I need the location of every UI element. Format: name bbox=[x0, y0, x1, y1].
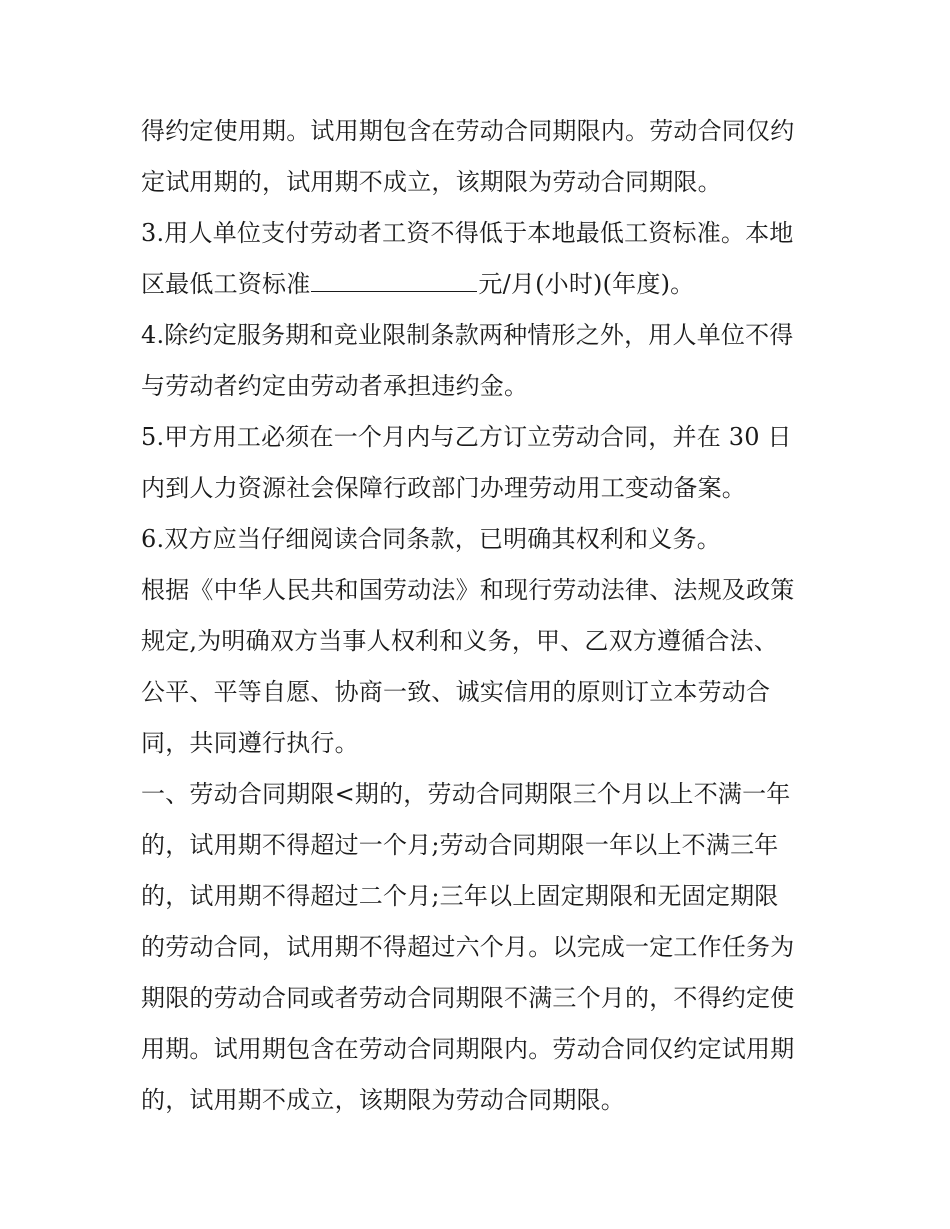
wage-standard-label: 区最低工资标准 bbox=[141, 270, 311, 298]
wage-standard-unit: 元/月(小时)(年度)。 bbox=[478, 270, 695, 298]
text-line: 规定,为明确双方当事人权利和义务，甲、乙双方遵循合法、 bbox=[141, 627, 779, 655]
text-line: 的，试用期不得超过二个月;三年以上固定期限和无固定期限 bbox=[141, 882, 779, 910]
text-line: 5.甲方用工必须在一个月内与乙方订立劳动合同，并在 30 日 bbox=[141, 423, 792, 451]
text-line: 的，试用期不成立，该期限为劳动合同期限。 bbox=[141, 1086, 625, 1114]
text-line: 用期。试用期包含在劳动合同期限内。劳动合同仅约定试用期 bbox=[141, 1035, 795, 1063]
text-line: 定试用期的，试用期不成立，该期限为劳动合同期限。 bbox=[141, 168, 722, 196]
text-line: 与劳动者约定由劳动者承担违约金。 bbox=[141, 372, 529, 400]
text-line: 一、劳动合同期限<期的，劳动合同期限三个月以上不满一年 bbox=[141, 780, 791, 808]
text-line: 同，共同遵行执行。 bbox=[141, 729, 359, 757]
document-body bbox=[141, 106, 821, 1126]
wage-standard-line bbox=[141, 259, 821, 310]
text-line: 的，试用期不得超过一个月;劳动合同期限一年以上不满三年 bbox=[141, 831, 779, 859]
text-line: 根据《中华人民共和国劳动法》和现行劳动法律、法规及政策 bbox=[141, 576, 795, 604]
text-line: 得约定使用期。试用期包含在劳动合同期限内。劳动合同仅约 bbox=[141, 117, 795, 145]
text-line: 3.用人单位支付劳动者工资不得低于本地最低工资标准。本地 bbox=[141, 219, 794, 247]
text-line: 内到人力资源社会保障行政部门办理劳动用工变动备案。 bbox=[141, 474, 746, 502]
text-line: 6.双方应当仔细阅读合同条款，已明确其权利和义务。 bbox=[141, 525, 721, 553]
text-line: 4.除约定服务期和竞业限制条款两种情形之外，用人单位不得 bbox=[141, 321, 794, 349]
text-line: 公平、平等自愿、协商一致、诚实信用的原则订立本劳动合 bbox=[141, 678, 771, 706]
text-line: 的劳动合同，试用期不得超过六个月。以完成一定工作任务为 bbox=[141, 933, 795, 961]
wage-fill-blank bbox=[311, 273, 477, 292]
text-line: 期限的劳动合同或者劳动合同期限不满三个月的，不得约定使 bbox=[141, 984, 795, 1012]
